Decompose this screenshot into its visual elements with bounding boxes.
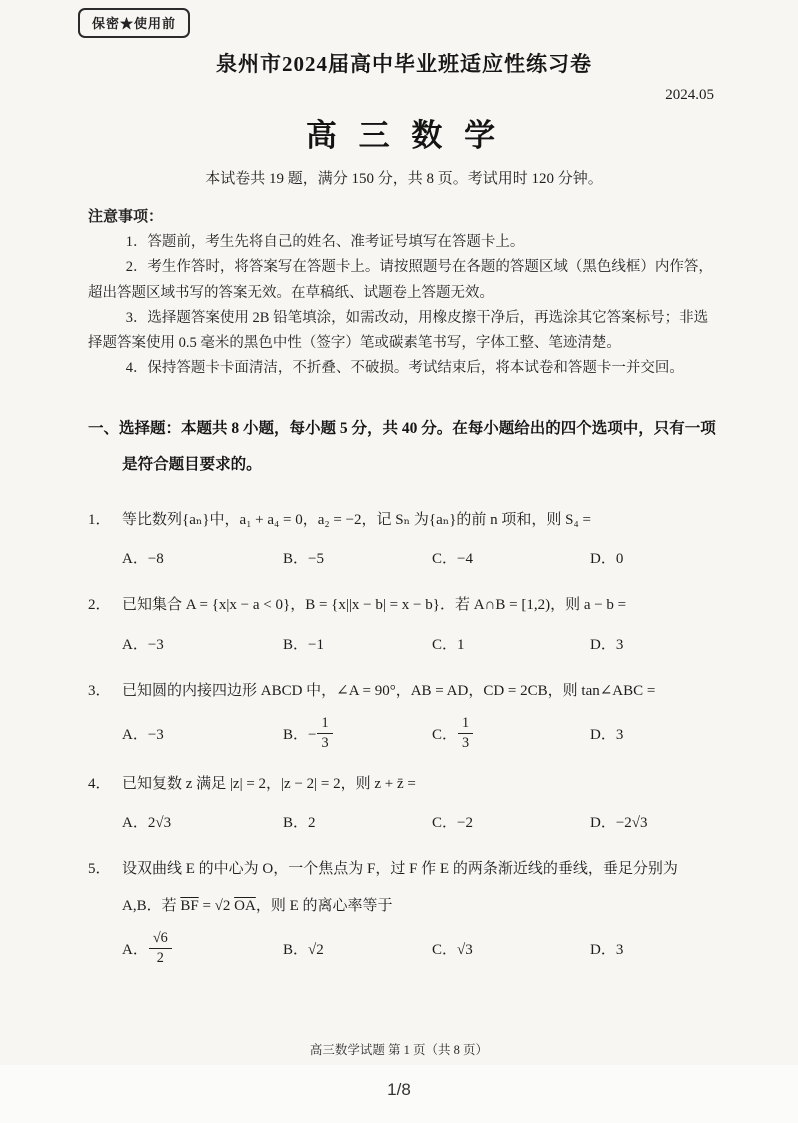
question-stem: 等比数列{aₙ}中，a₁ + a₄ = 0，a₂ = −2，记 Sₙ 为{aₙ}的前 n 项和，则 S₄ = bbox=[122, 511, 591, 528]
option-d: D．3 bbox=[590, 941, 624, 958]
option-a: A．2√3 bbox=[122, 815, 172, 832]
question-4 bbox=[88, 773, 720, 833]
option-c: C．√3 bbox=[432, 941, 473, 958]
option-a: A．−3 bbox=[122, 636, 164, 653]
fraction-denominator: 3 bbox=[462, 734, 470, 751]
notice-title: 注意事项： bbox=[88, 209, 164, 225]
question-5 bbox=[88, 858, 720, 968]
option-b: B．√2 bbox=[283, 941, 324, 958]
option-d: D．3 bbox=[590, 636, 624, 653]
option-a bbox=[122, 928, 283, 968]
question-number: 4． bbox=[88, 775, 111, 792]
question-stem-line2 bbox=[88, 895, 720, 918]
section-heading-line2: 是符合题目要求的。 bbox=[122, 456, 262, 474]
option-text: B．− bbox=[283, 726, 317, 743]
option-c: C．1 bbox=[432, 636, 465, 653]
fraction-numerator: 1 bbox=[317, 715, 332, 733]
segment-oa-overline: $\overline{OA}$ bbox=[234, 897, 256, 914]
options-row bbox=[88, 713, 720, 753]
notice-item-3: 3．选择题答案使用 2B 铅笔填涂，如需改动，用橡皮擦干净后，再选涂其它答案标号；非选择题答案使用 0.5 毫米的黑色中性（签字）笔或碳素笔书写，字体工整、笔迹清楚。 bbox=[88, 309, 709, 351]
page-indicator: 1/8 bbox=[387, 1080, 411, 1099]
options-row bbox=[88, 633, 720, 654]
question-stem: 已知圆的内接四边形 ABCD 中，∠A = 90°，AB = AD，CD = 2CB，则 tan∠ABC = bbox=[122, 682, 656, 699]
exam-info: 本试卷共 19 题，满分 150 分，共 8 页。考试用时 120 分钟。 bbox=[205, 171, 603, 187]
fraction-numerator: √6 bbox=[149, 930, 172, 948]
fraction bbox=[458, 715, 473, 751]
fraction bbox=[317, 715, 332, 751]
option-c bbox=[432, 713, 590, 753]
notice-section bbox=[88, 204, 720, 381]
fraction-numerator: 1 bbox=[458, 715, 473, 733]
exam-date: 2024.05 bbox=[665, 87, 714, 103]
question-stem: 设双曲线 E 的中心为 O，一个焦点为 F，过 F 作 E 的两条渐近线的垂线，垂足分别为 bbox=[122, 861, 678, 878]
question-stem: 已知集合 A = {x|x − a < 0}，B = {x||x − b| = x − b}．若 A∩B = [1,2)，则 a − b = bbox=[122, 597, 627, 614]
segment-bf-overline: $\overline{BF}$ bbox=[180, 897, 199, 914]
question-3 bbox=[88, 680, 720, 753]
stem-text: A,B．若 bbox=[122, 897, 181, 914]
stem-text: ，则 E 的离心率等于 bbox=[255, 897, 393, 914]
options-row bbox=[88, 811, 720, 832]
option-d: D．3 bbox=[590, 726, 624, 743]
option-d: D．−2√3 bbox=[590, 815, 648, 832]
option-b: B．2 bbox=[283, 815, 316, 832]
question-number: 5． bbox=[88, 861, 111, 878]
fraction-denominator: 3 bbox=[321, 734, 329, 751]
option-b bbox=[283, 713, 432, 753]
exam-title: 泉州市2024届高中毕业班适应性练习卷 bbox=[216, 52, 592, 76]
section-heading-line1: 一、选择题：本题共 8 小题，每小题 5 分，共 40 分。在每小题给出的四个选项中，只有一项 bbox=[88, 420, 716, 438]
notice-item-2: 2．考生作答时，将答案写在答题卡上。请按照题号在各题的答题区域（黑色线框）内作答，超出答题区域书写的答案无效。在草稿纸、试题卷上答题无效。 bbox=[88, 259, 713, 301]
question-number: 1． bbox=[88, 511, 111, 528]
page-footer: 高三数学试题 第 1 页（共 8 页） bbox=[309, 1043, 489, 1057]
option-c: C．−2 bbox=[432, 815, 473, 832]
question-number: 2． bbox=[88, 597, 111, 614]
subject-title: 高 三 数 学 bbox=[305, 118, 503, 153]
option-a: A．−8 bbox=[122, 551, 164, 568]
question-2 bbox=[88, 594, 720, 654]
notice-item-1: 1．答题前，考生先将自己的姓名、准考证号填写在答题卡上。 bbox=[125, 234, 525, 251]
options-row bbox=[88, 928, 720, 968]
notice-item-4: 4．保持答题卡卡面清洁，不折叠、不破损。考试结束后，将本试卷和答题卡一并交回。 bbox=[125, 360, 684, 377]
option-a: A．−3 bbox=[122, 726, 164, 743]
fraction-denominator: 2 bbox=[156, 949, 164, 966]
confidential-stamp bbox=[78, 8, 190, 38]
option-c: C．−4 bbox=[432, 551, 473, 568]
option-text: C． bbox=[432, 726, 458, 743]
stem-text: = √2 bbox=[198, 897, 235, 914]
option-text: A． bbox=[122, 941, 148, 958]
section-heading bbox=[88, 411, 720, 482]
question-stem: 已知复数 z 满足 |z| = 2，|z − 2| = 2，则 z + z̄ = bbox=[122, 775, 416, 792]
options-row bbox=[88, 547, 720, 568]
option-d: D．0 bbox=[590, 551, 624, 568]
question-number: 3． bbox=[88, 682, 111, 699]
fraction bbox=[149, 930, 172, 966]
option-b: B．−5 bbox=[283, 551, 324, 568]
option-b: B．−1 bbox=[283, 636, 324, 653]
question-1 bbox=[88, 509, 720, 569]
confidential-stamp-text: 保密★使用前 bbox=[92, 16, 177, 31]
